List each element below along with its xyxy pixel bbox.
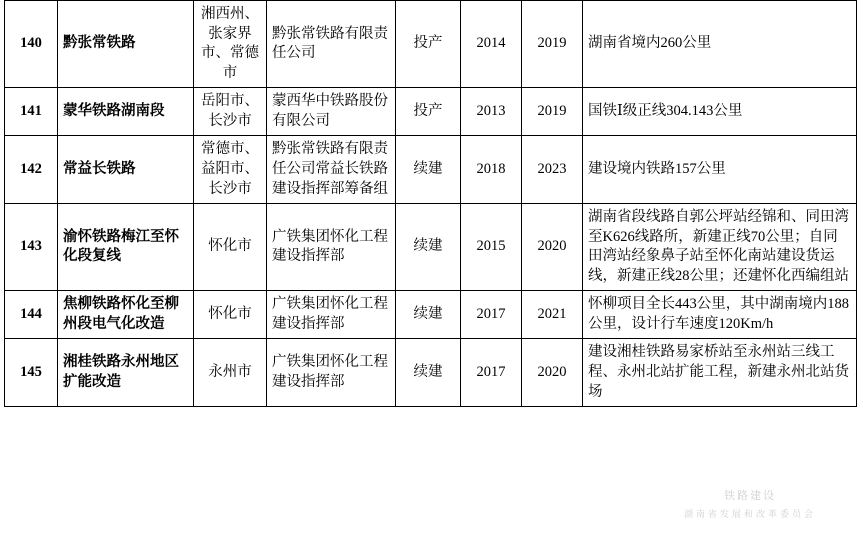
project-end-year: 2020 [522, 204, 583, 291]
project-name: 蒙华铁路湖南段 [58, 88, 194, 136]
project-table [4, 0, 857, 407]
project-name: 黔张常铁路 [58, 1, 194, 88]
row-number: 143 [5, 204, 58, 291]
project-status: 续建 [396, 204, 461, 291]
row-number: 144 [5, 291, 58, 339]
project-region: 怀化市 [194, 204, 267, 291]
project-entity: 蒙西华中铁路股份有限公司 [267, 88, 396, 136]
project-description: 国铁Ⅰ级正线304.143公里 [583, 88, 857, 136]
project-name: 焦柳铁路怀化至柳州段电气化改造 [58, 291, 194, 339]
project-start-year: 2017 [461, 339, 522, 407]
project-description: 湖南省境内260公里 [583, 1, 857, 88]
project-description: 建设境内铁路157公里 [583, 136, 857, 204]
project-status: 投产 [396, 1, 461, 88]
project-end-year: 2019 [522, 1, 583, 88]
project-start-year: 2017 [461, 291, 522, 339]
project-name: 湘桂铁路永州地区扩能改造 [58, 339, 194, 407]
project-status: 续建 [396, 136, 461, 204]
row-number: 145 [5, 339, 58, 407]
project-name: 常益长铁路 [58, 136, 194, 204]
project-description: 建设湘桂铁路易家桥站至永州站三线工程、永州北站扩能工程，新建永州北站货场 [583, 339, 857, 407]
project-end-year: 2020 [522, 339, 583, 407]
table-row [5, 204, 857, 291]
project-region: 常德市、益阳市、长沙市 [194, 136, 267, 204]
project-description: 湖南省段线路自郭公坪站经锦和、同田湾至K626线路所，新建正线70公里；自同田湾站经象鼻子站至怀化南站建设货运线，新建正线28公里；还建怀化西编组站 [583, 204, 857, 291]
watermark [655, 479, 845, 527]
table-row [5, 339, 857, 407]
row-number: 142 [5, 136, 58, 204]
table-row [5, 1, 857, 88]
project-region: 岳阳市、长沙市 [194, 88, 267, 136]
row-number: 141 [5, 88, 58, 136]
project-region: 湘西州、张家界市、常德市 [194, 1, 267, 88]
project-region: 怀化市 [194, 291, 267, 339]
project-status: 续建 [396, 339, 461, 407]
project-entity: 广铁集团怀化工程建设指挥部 [267, 291, 396, 339]
project-start-year: 2015 [461, 204, 522, 291]
project-end-year: 2021 [522, 291, 583, 339]
project-status: 续建 [396, 291, 461, 339]
project-entity: 黔张常铁路有限责任公司 [267, 1, 396, 88]
project-end-year: 2023 [522, 136, 583, 204]
watermark-line-1: 铁路建设 [724, 489, 776, 502]
project-start-year: 2014 [461, 1, 522, 88]
project-description: 怀柳项目全长443公里，其中湖南境内188公里，设计行车速度120Km/h [583, 291, 857, 339]
project-entity: 广铁集团怀化工程建设指挥部 [267, 339, 396, 407]
table-row [5, 291, 857, 339]
project-name: 渝怀铁路梅江至怀化段复线 [58, 204, 194, 291]
watermark-line-2: 湖南省发展和改革委员会 [683, 508, 816, 519]
project-end-year: 2019 [522, 88, 583, 136]
table-row [5, 88, 857, 136]
table-row [5, 136, 857, 204]
row-number: 140 [5, 1, 58, 88]
project-entity: 广铁集团怀化工程建设指挥部 [267, 204, 396, 291]
table-body [5, 1, 857, 407]
project-entity: 黔张常铁路有限责任公司常益长铁路建设指挥部筹备组 [267, 136, 396, 204]
project-start-year: 2013 [461, 88, 522, 136]
project-region: 永州市 [194, 339, 267, 407]
project-status: 投产 [396, 88, 461, 136]
project-start-year: 2018 [461, 136, 522, 204]
